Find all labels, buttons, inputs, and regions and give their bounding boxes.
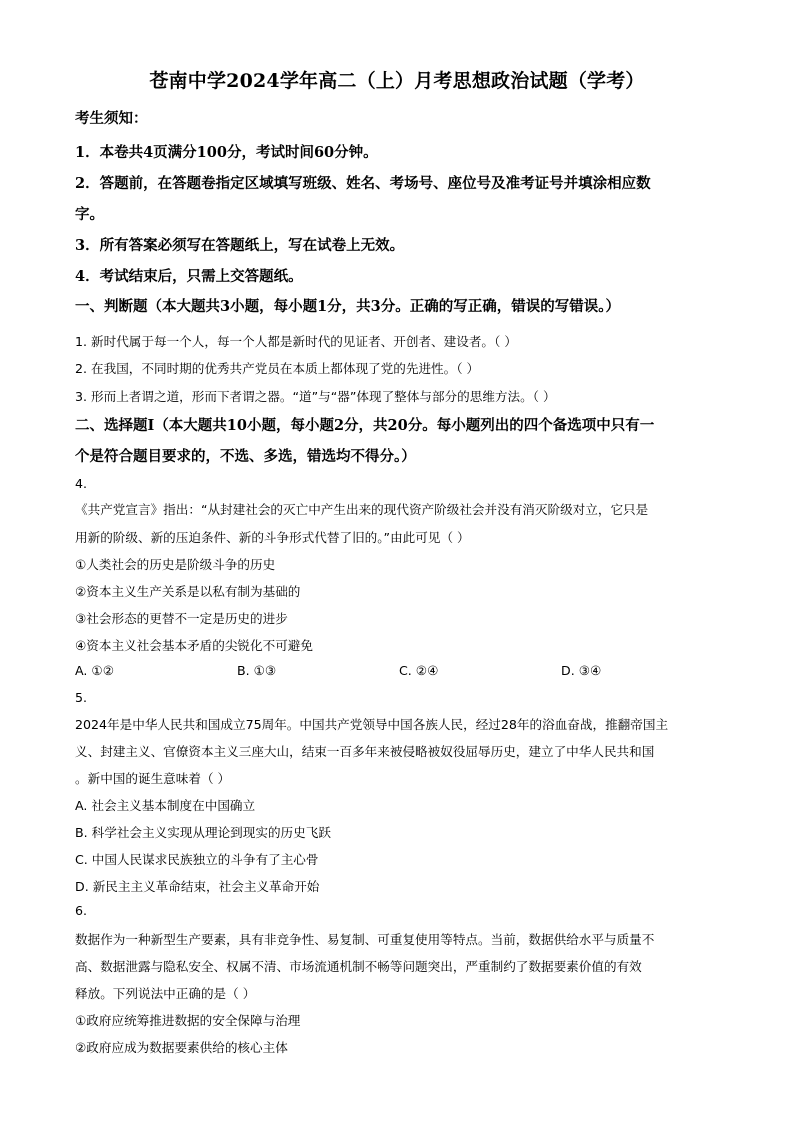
question-6-statement-2: ②政府应成为数据要素供给的核心主体 [75,1040,288,1055]
question-5-option-c: C. 中国人民谋求民族独立的斗争有了主心骨 [75,852,319,867]
notice-item-2: 2．答题前，在答题卷指定区域填写班级、姓名、考场号、座位号及准考证号并填涂相应数 [75,175,651,192]
section2-heading-line2: 个是符合题目要求的，不选、多选，错选均不得分。） [75,448,416,465]
question-4-option-a: A. ①② [75,663,114,678]
question-4-statement-1: ①人类社会的历史是阶级斗争的历史 [75,557,276,572]
question-4-option-b: B. ①③ [237,663,277,678]
question-6-stem-line3: 释放。下列说法中正确的是（ ） [75,986,256,1001]
question-5-stem-line2: 义、封建主义、官僚资本主义三座大山，结束一百多年来被侵略被奴役屈辱历史，建立了中华人民共和国 [75,744,655,759]
question-6-stem-line2: 高、数据泄露与隐私安全、权属不清、市场流通机制不畅等问题突出，严重制约了数据要素价值的有效 [75,959,642,974]
question-5-number: 5. [75,690,88,705]
notice-item-2-cont: 字。 [75,206,104,223]
section2-heading-line1: 二、选择题Ⅰ（本大题共10小题，每小题2分，共20分。每小题列出的四个备选项中只有一 [75,417,655,434]
question-5-option-a: A. 社会主义基本制度在中国确立 [75,798,256,813]
question-5-stem-line3: 。新中国的诞生意味着（ ） [75,771,231,786]
question-5-option-b: B. 科学社会主义实现从理论到现实的历史飞跃 [75,825,331,840]
section1-heading: 一、判断题（本大题共3小题，每小题1分，共3分。正确的写正确，错误的写错误。） [75,298,621,315]
question-4-statement-2: ②资本主义生产关系是以私有制为基础的 [75,584,301,599]
question-2: 2. 在我国，不同时期的优秀共产党员在本质上都体现了党的先进性。（ ） [75,361,480,376]
question-5-option-d: D. 新民主主义革命结束，社会主义革命开始 [75,879,320,894]
notice-item-1: 1．本卷共4页满分100分，考试时间60分钟。 [75,144,378,161]
question-4-statement-4: ④资本主义社会基本矛盾的尖锐化不可避免 [75,638,313,653]
question-6-number: 6. [75,903,88,918]
notice-item-4: 4．考试结束后，只需上交答题纸。 [75,268,303,285]
question-4-options [75,663,725,683]
question-4-stem-line1: 《共产党宣言》指出：“从封建社会的灭亡中产生出来的现代资产阶级社会并没有消灭阶级对立，它只是 [75,502,649,517]
question-1: 1. 新时代属于每一个人，每一个人都是新时代的见证者、开创者、建设者。（ ） [75,334,517,349]
question-4-number: 4. [75,476,88,491]
question-6-statement-1: ①政府应统筹推进数据的安全保障与治理 [75,1013,301,1028]
question-3: 3. 形而上者谓之道，形而下者谓之器。“道”与“器”体现了整体与部分的思维方法。（ ） [75,389,556,404]
question-4-option-d: D. ③④ [561,663,602,678]
notice-item-3: 3．所有答案必须写在答题纸上，写在试卷上无效。 [75,237,405,254]
question-4-statement-3: ③社会形态的更替不一定是历史的进步 [75,611,288,626]
question-5-stem-line1: 2024年是中华人民共和国成立75周年。中国共产党领导中国各族人民，经过28年的浴血奋战，推翻帝国主 [75,717,669,732]
page-title: 苍南中学2024学年高二（上）月考思想政治试题（学考） [149,70,645,92]
question-4-stem-line2: 用新的阶级、新的压迫条件、新的斗争形式代替了旧的。”由此可见（ ） [75,530,470,545]
notice-heading: 考生须知： [75,110,148,127]
question-6-stem-line1: 数据作为一种新型生产要素，具有非竞争性、易复制、可重复使用等特点。当前，数据供给水平与质量不 [75,932,655,947]
question-4-option-c: C. ②④ [399,663,439,678]
